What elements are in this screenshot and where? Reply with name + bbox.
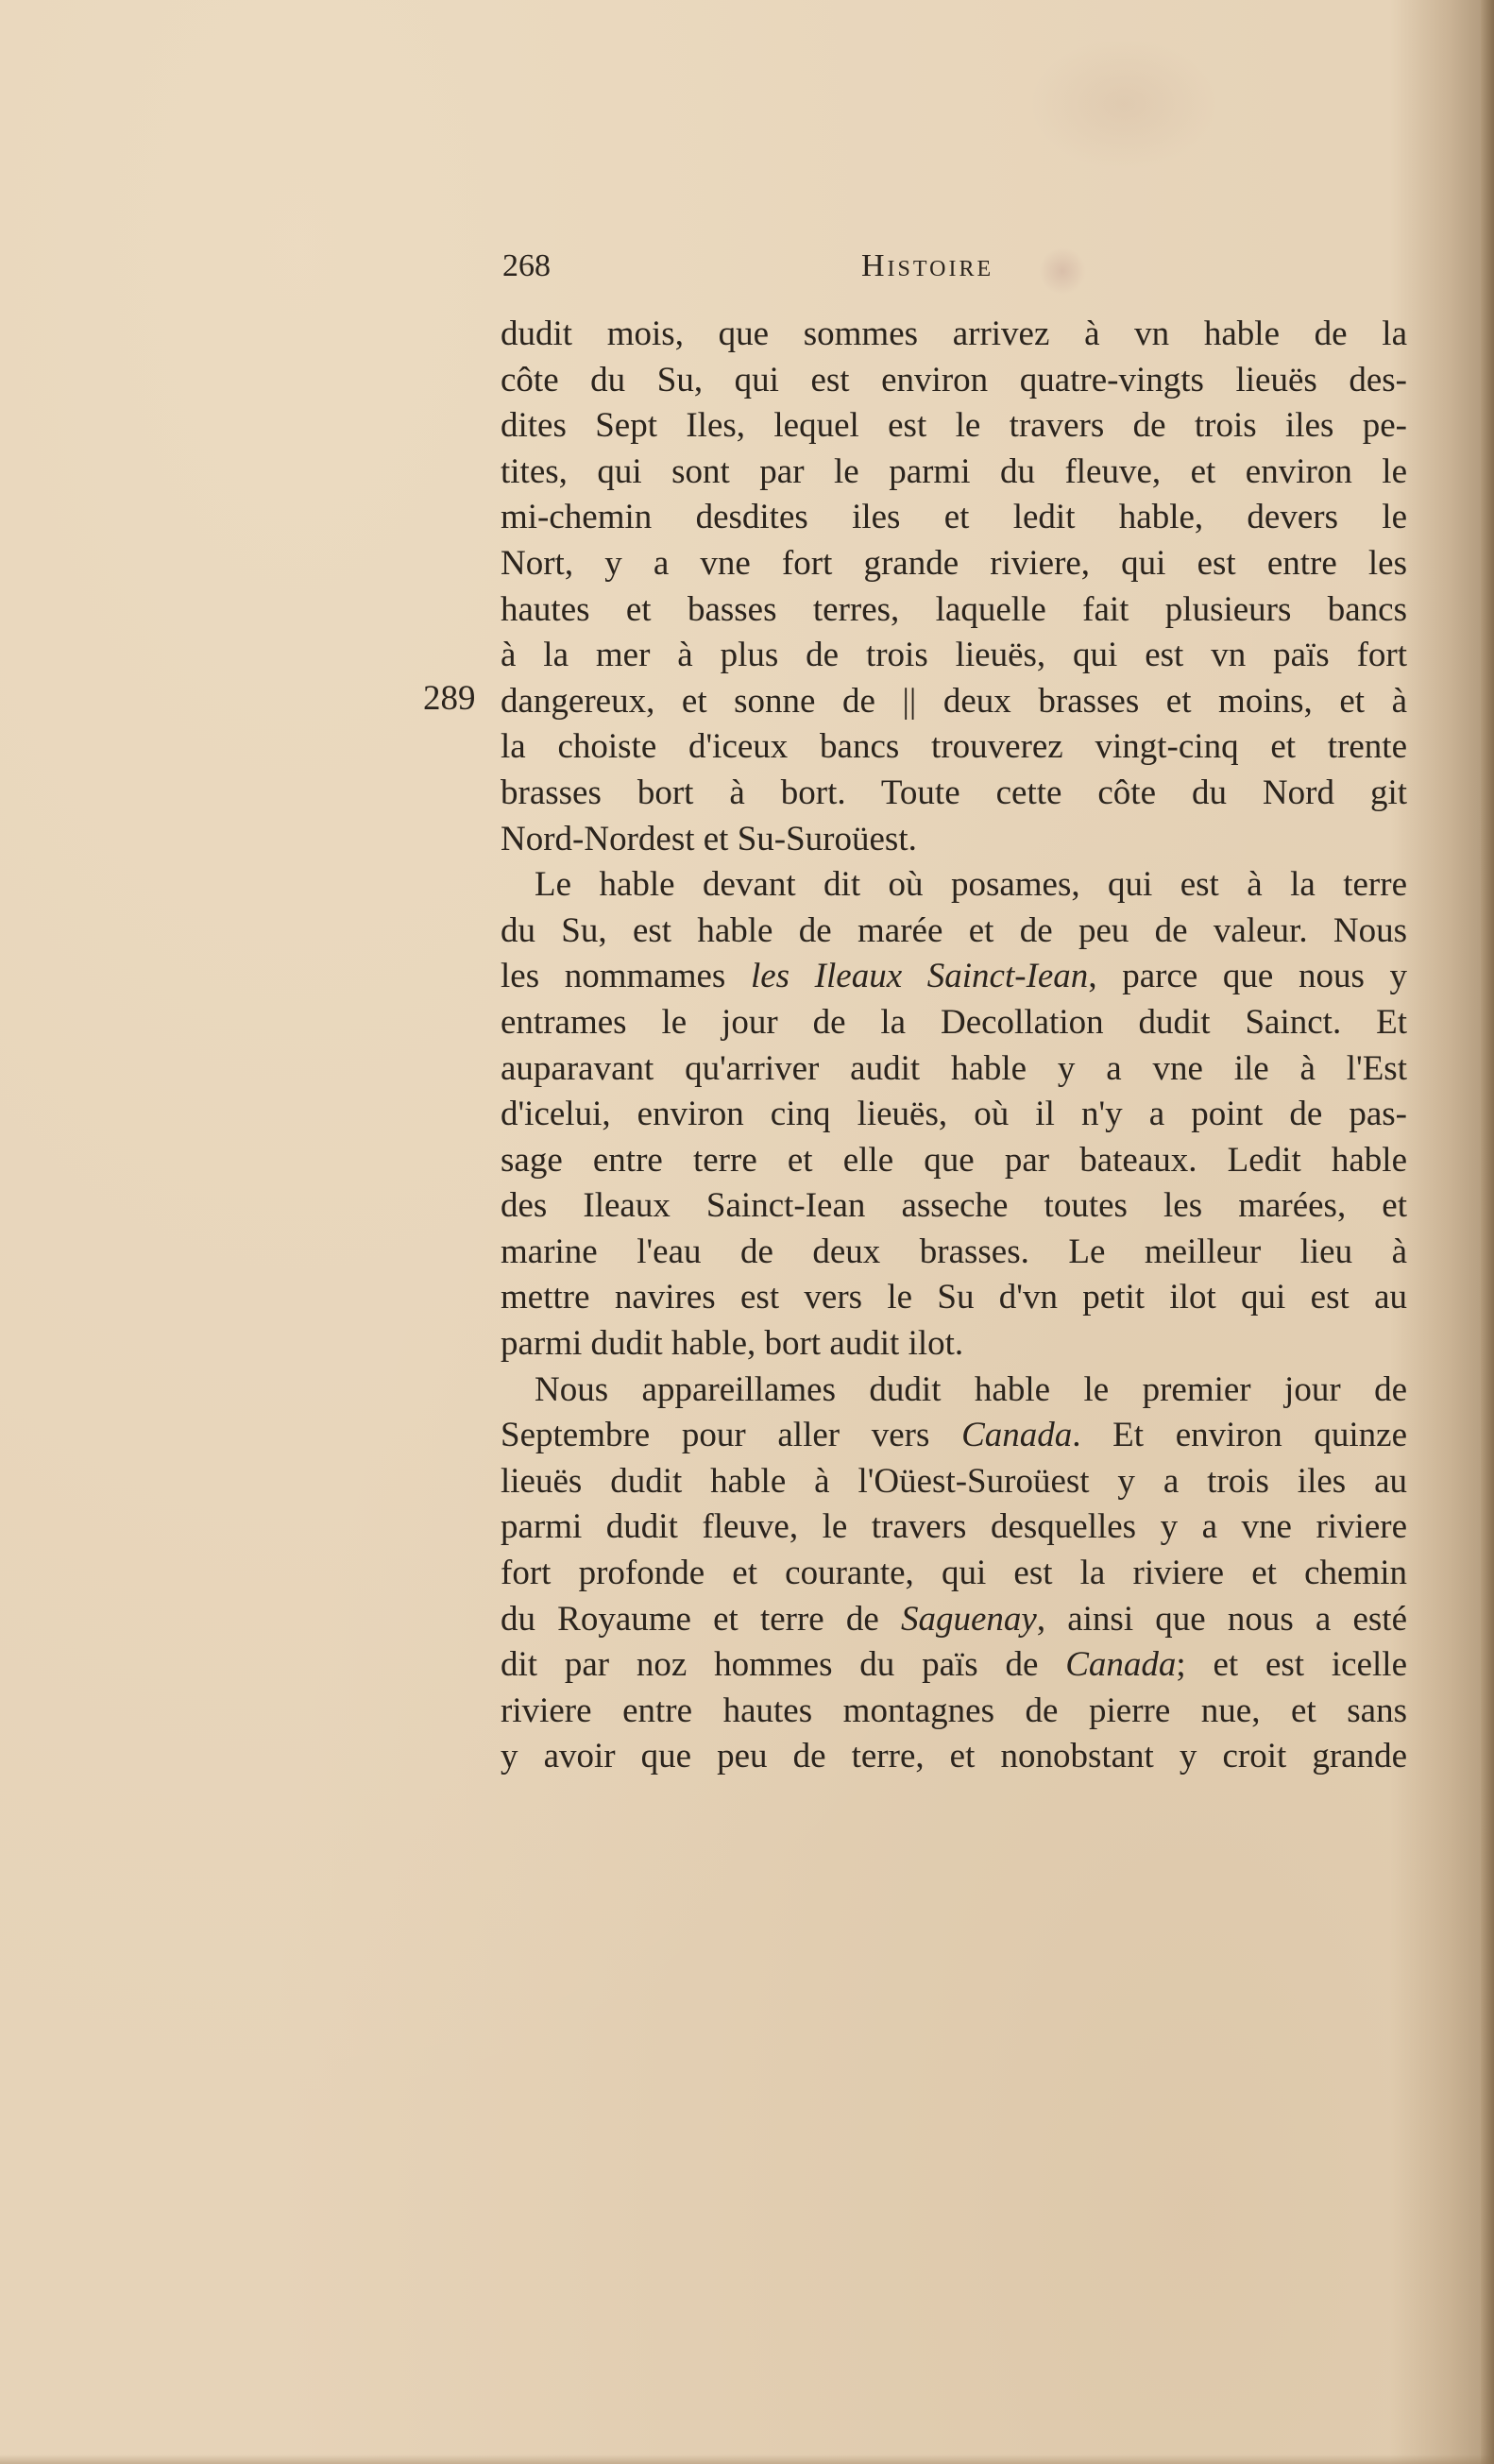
text-fragment: . Et environ quinze [1072,1416,1407,1455]
text-line: côte du Su, qui est environ quatre-vingts lieuës des- [501,360,1407,399]
running-head: Histoire [861,248,994,283]
text-line: brasses bort à bort. Toute cette côte du Nord git [501,773,1407,812]
text-line: la choiste d'iceux bancs trouverez vingt-cinq et trente [501,727,1407,767]
text-line: du Su, est hable de marée et de peu de valeur. Nous [501,910,1407,950]
text-line: fort profonde et courante, qui est la riviere et chemin [501,1554,1407,1593]
page-bottom-edge [0,2455,1494,2464]
text-line: mi-chemin desdites iles et ledit hable, devers le [501,498,1407,537]
text-line [501,954,1407,1000]
text-line [501,1413,1407,1459]
text-line: riviere entre hautes montagnes de pierre nue, et sans [501,1691,1407,1730]
page-header [502,247,1069,285]
text-line: lieuës dudit hable à l'Oüest-Suroüest y a trois iles au [501,1461,1407,1501]
text-fragment: les nommames [501,957,751,996]
italic-place-name: Canada [1065,1645,1177,1685]
text-line: des Ileaux Sainct-Iean asseche toutes les marées, et [501,1186,1407,1226]
margin-page-reference: 289 [423,679,476,718]
body-text [501,312,1407,1780]
text-fragment: Septembre pour aller vers [501,1416,962,1455]
text-line: dites Sept Iles, lequel est le travers de trois iles pe- [501,406,1407,446]
italic-place-name: les Ileaux Sainct-Iean [750,957,1089,996]
paper-stain [1029,38,1218,170]
text-fragment: , ainsi que nous a esté [1036,1599,1407,1639]
text-line: sage entre terre et elle que par bateaux. Ledit hable [501,1140,1407,1180]
text-line: auparavant qu'arriver audit hable y a vne ile à l'Est [501,1048,1407,1088]
text-line: d'icelui, environ cinq lieuës, où il n'y a point de pas- [501,1095,1407,1134]
text-line [501,1642,1407,1689]
italic-place-name: Saguenay [900,1599,1037,1639]
text-line: dangereux, et sonne de || deux brasses et moins, et à [501,681,1407,721]
text-fragment: dit par noz hommes du païs de [501,1645,1066,1685]
page-number: 268 [502,248,551,283]
text-line: marine l'eau de deux brasses. Le meilleur lieu à [501,1232,1407,1271]
text-line: mettre navires est vers le Su d'vn petit ilot qui est au [501,1278,1407,1317]
text-line: Nord-Nordest et Su-Suroüest. [501,819,917,858]
page-edge [1481,0,1494,2464]
italic-place-name: Canada [961,1416,1073,1455]
text-line: entrames le jour de la Decollation dudit Sainct. Et [501,1002,1407,1042]
text-line: Nort, y a vne fort grande riviere, qui est entre les [501,543,1407,583]
text-line: tites, qui sont par le parmi du fleuve, et environ le [501,451,1407,491]
text-line: dudit mois, que sommes arrivez à vn hable de la [501,314,1407,353]
text-line: parmi dudit hable, bort audit ilot. [501,1324,964,1364]
text-line: y avoir que peu de terre, et nonobstant y croit grande [501,1737,1407,1776]
text-fragment: ; et est icelle [1176,1645,1407,1685]
text-line: parmi dudit fleuve, le travers desquelles y a vne riviere [501,1507,1407,1547]
text-fragment: , parce que nous y [1088,957,1407,996]
text-line: hautes et basses terres, laquelle fait plusieurs bancs [501,589,1407,629]
text-line [501,1597,1407,1643]
text-fragment: du Royaume et terre de [501,1599,901,1639]
text-line: Nous appareillames dudit hable le premier jour de [535,1369,1407,1409]
text-line: à la mer à plus de trois lieuës, qui est vn païs fort [501,636,1407,675]
text-line: Le hable devant dit où posames, qui est à la terre [535,865,1407,905]
